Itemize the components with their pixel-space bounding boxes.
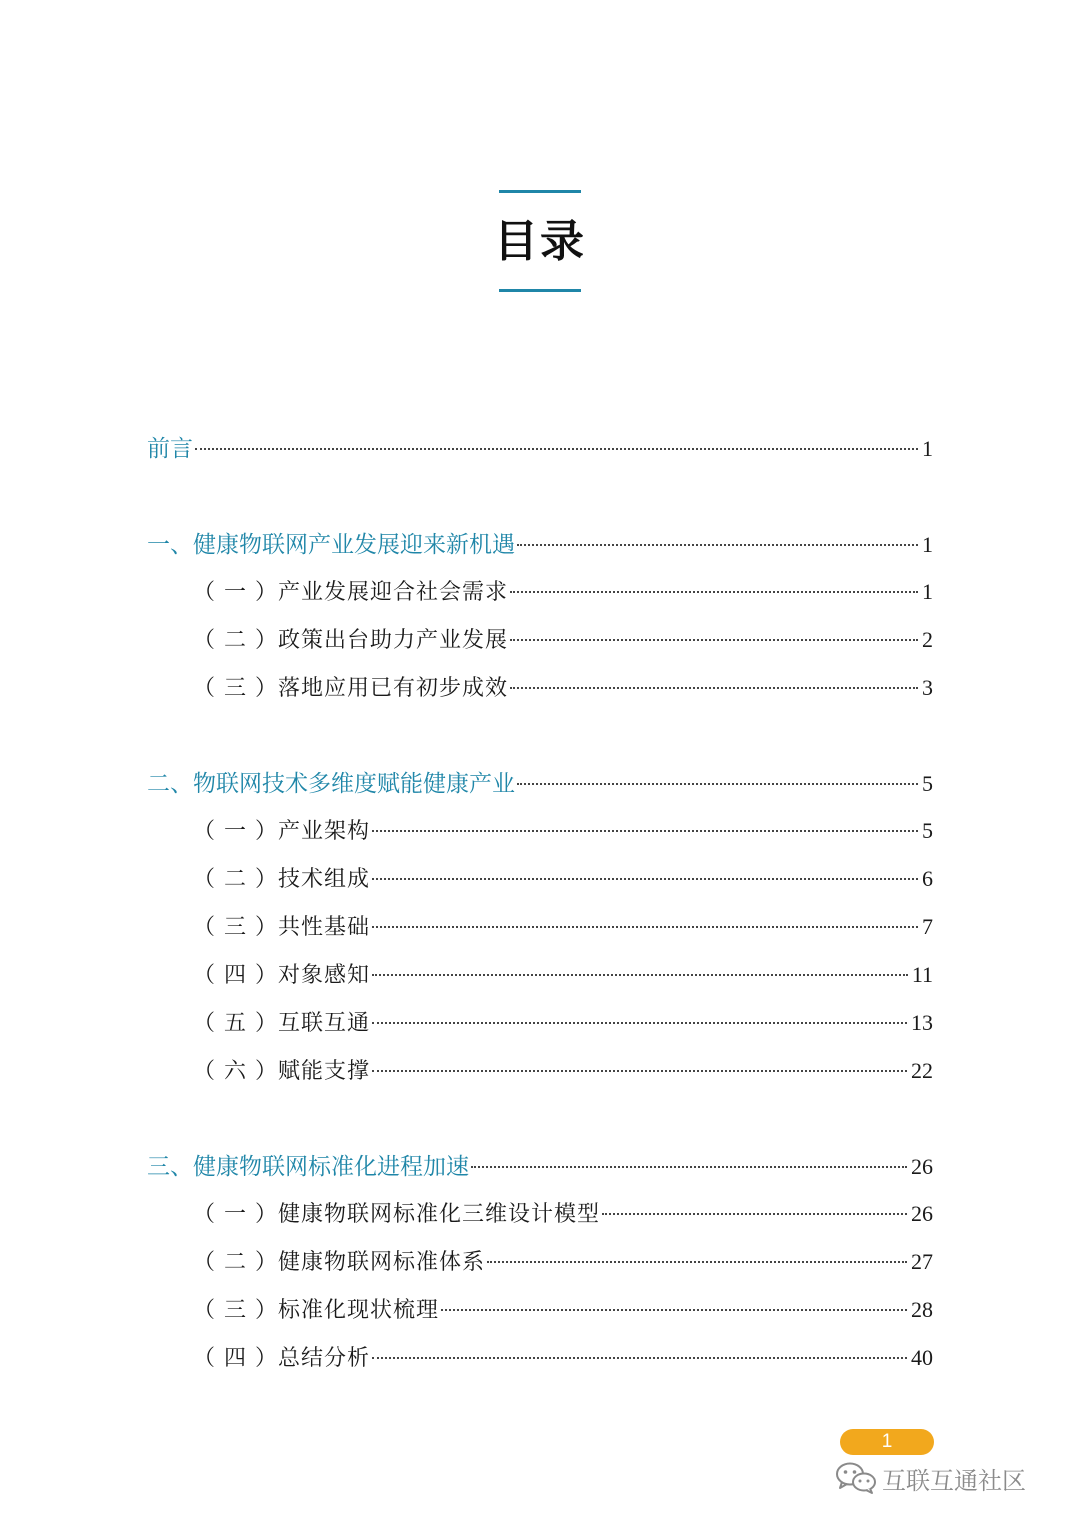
toc-entry-label: （ 三 ）标准化现状梳理 (193, 1298, 439, 1323)
toc-entry-label: （ 二 ）技术组成 (193, 867, 370, 892)
toc-entry-page: 2 (922, 627, 933, 652)
toc-entry-ch1[interactable] (147, 529, 933, 561)
toc-entry-label: 一、健康物联网产业发展迎来新机遇 (147, 532, 515, 558)
toc-dot-leader (372, 1070, 907, 1072)
toc-entry-label: 前言 (147, 436, 193, 462)
toc-dot-leader (487, 1261, 907, 1263)
toc-entry-page: 7 (922, 914, 933, 939)
title-rule-bottom (499, 289, 581, 292)
toc-entry-label: （ 一 ）产业架构 (193, 819, 370, 844)
toc-dot-leader (471, 1166, 907, 1168)
toc-entry-page: 5 (922, 818, 933, 843)
toc-entry-label: （ 二 ）政策出台助力产业发展 (193, 628, 508, 653)
toc-entry-ch2[interactable] (147, 768, 933, 800)
wechat-icon (834, 1460, 878, 1496)
toc-dot-leader (602, 1213, 907, 1215)
toc-entry-page: 1 (922, 436, 933, 461)
toc-entry-label: （ 三 ）落地应用已有初步成效 (193, 676, 508, 701)
toc-entry-page: 27 (911, 1249, 933, 1274)
toc-dot-leader (372, 926, 918, 928)
watermark-text: 互联互通社区 (882, 1466, 1026, 1495)
toc-entry-ch3-2[interactable] (193, 1246, 933, 1278)
toc-entry-ch2-2[interactable] (193, 863, 933, 895)
toc-entry-label: （ 四 ）对象感知 (193, 963, 370, 988)
toc-entry-page: 13 (911, 1010, 933, 1035)
toc-entry-ch1-2[interactable] (193, 624, 933, 656)
toc-entry-page: 3 (922, 675, 933, 700)
toc-dot-leader (441, 1309, 907, 1311)
watermark (834, 1460, 1026, 1496)
page-title: 目录 (494, 216, 586, 267)
toc-entry-ch2-6[interactable] (193, 1055, 933, 1087)
toc-entry-ch2-3[interactable] (193, 911, 933, 943)
toc-dot-leader (510, 639, 918, 641)
toc-entry-label: 二、物联网技术多维度赋能健康产业 (147, 771, 515, 797)
toc-dot-leader (372, 830, 918, 832)
toc-entry-label: （ 一 ）健康物联网标准化三维设计模型 (193, 1202, 600, 1227)
toc-entry-label: （ 一 ）产业发展迎合社会需求 (193, 580, 508, 605)
toc-entry-page: 40 (911, 1345, 933, 1370)
toc-entry-page: 1 (922, 579, 933, 604)
toc-dot-leader (195, 448, 918, 450)
page-number-badge: 1 (840, 1429, 934, 1455)
toc-entry-ch3-4[interactable] (193, 1342, 933, 1374)
toc-entry-page: 6 (922, 866, 933, 891)
toc-entry-label: （ 五 ）互联互通 (193, 1011, 370, 1036)
toc-dot-leader (517, 783, 918, 785)
toc-entry-ch1-1[interactable] (193, 576, 933, 608)
toc-entry-page: 26 (911, 1154, 933, 1179)
toc-dot-leader (372, 974, 908, 976)
toc-entry-page: 11 (911, 962, 933, 987)
toc-entry-ch3[interactable] (147, 1151, 933, 1183)
toc-entry-page: 22 (911, 1058, 933, 1083)
toc-entry-ch3-1[interactable] (193, 1198, 933, 1230)
toc-dot-leader (510, 591, 918, 593)
toc-entry-label: 三、健康物联网标准化进程加速 (147, 1154, 469, 1180)
toc-entry-ch2-5[interactable] (193, 1007, 933, 1039)
toc-entry-page: 5 (922, 771, 933, 796)
toc-entry-ch1-3[interactable] (193, 672, 933, 704)
title-rule-top (499, 190, 581, 193)
toc-dot-leader (510, 687, 918, 689)
toc-entry-preface[interactable] (147, 433, 933, 465)
toc-dot-leader (517, 544, 918, 546)
toc-entry-ch2-4[interactable] (193, 959, 933, 991)
toc-dot-leader (372, 1022, 907, 1024)
toc-entry-page: 28 (911, 1297, 933, 1322)
toc-entry-ch3-3[interactable] (193, 1294, 933, 1326)
toc-entry-page: 1 (922, 532, 933, 557)
toc-entry-label: （ 四 ）总结分析 (193, 1346, 370, 1371)
toc-entry-label: （ 二 ）健康物联网标准体系 (193, 1250, 485, 1275)
toc-entry-page: 26 (911, 1201, 933, 1226)
toc-entry-label: （ 三 ）共性基础 (193, 915, 370, 940)
toc-entry-label: （ 六 ）赋能支撑 (193, 1059, 370, 1084)
toc-dot-leader (372, 1357, 907, 1359)
toc-entry-ch2-1[interactable] (193, 815, 933, 847)
toc-dot-leader (372, 878, 918, 880)
